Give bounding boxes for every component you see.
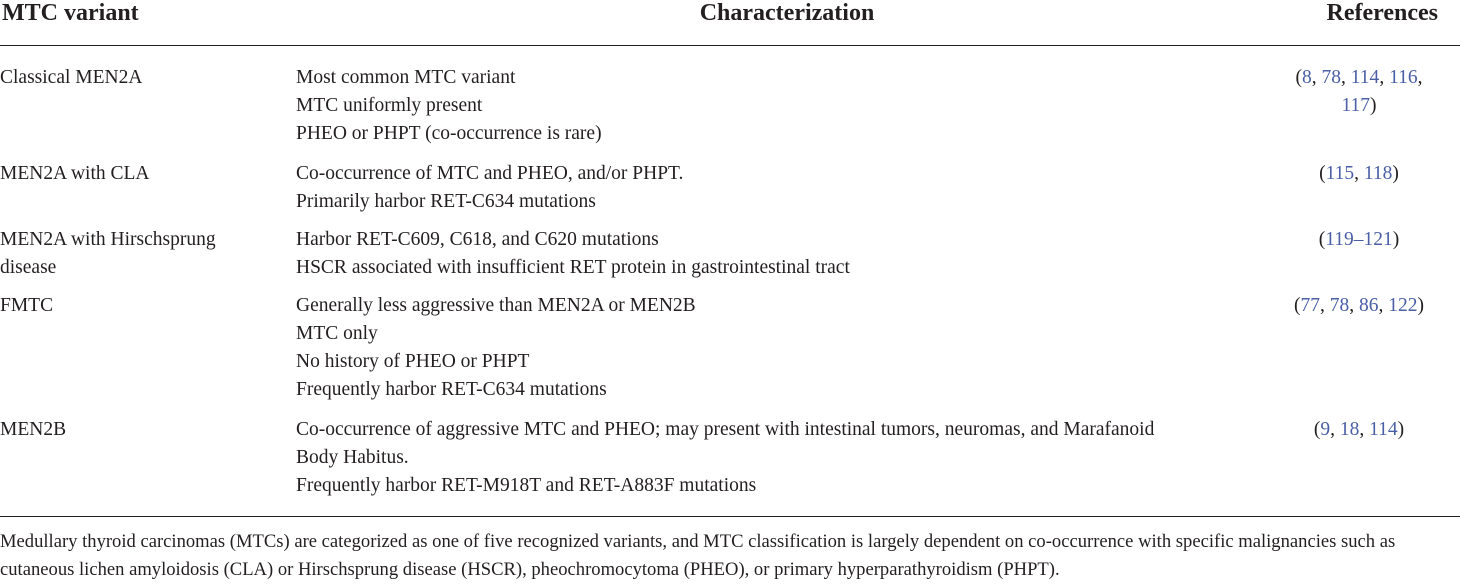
reference-link[interactable]: 18 <box>1339 419 1360 440</box>
reference-link[interactable]: 116 <box>1389 67 1418 88</box>
reference-link[interactable]: 78 <box>1321 67 1342 88</box>
cell-mtc-variant <box>0 64 280 92</box>
references-line: (115, 118) <box>1319 163 1399 184</box>
characterization-line: Harbor RET-C609, C618, and C620 mutations <box>296 229 659 250</box>
characterization-line: Most common MTC variant <box>296 67 516 88</box>
header-rule <box>0 45 1460 46</box>
header-characterization: Characterization <box>699 0 875 26</box>
characterization-line: MTC uniformly present <box>296 95 483 116</box>
characterization-line: PHEO or PHPT (co-occurrence is rare) <box>296 123 602 144</box>
cell-references <box>1270 160 1448 188</box>
reference-link[interactable]: 8 <box>1302 67 1312 88</box>
cell-references <box>1270 226 1448 254</box>
reference-link[interactable]: 9 <box>1320 419 1331 440</box>
characterization-line: No history of PHEO or PHPT <box>296 351 530 372</box>
reference-link[interactable]: 77 <box>1300 295 1320 316</box>
reference-link[interactable]: 86 <box>1359 295 1379 316</box>
cell-characterization <box>296 226 1256 282</box>
variant-text: Classical MEN2A <box>0 67 143 88</box>
characterization-line: HSCR associated with insufficient RET protein in gastrointestinal tract <box>296 257 850 278</box>
reference-link[interactable]: 117 <box>1341 95 1371 116</box>
table-footnote: Medullary thyroid carcinomas (MTCs) are categorized as one of five recognized variants, and MTC classification is largely dependent on co-occurrence with specific malignancies such as cutaneous lichen amyloidosis (CLA) or Hirschsprung disease (HSCR), pheochromocytoma (PHEO), or primary hyperparathyroidism (PHPT). <box>0 531 1396 580</box>
reference-link[interactable]: 118 <box>1363 163 1393 184</box>
characterization-line: Body Habitus. <box>296 447 409 468</box>
header-mtc-variant: MTC variant <box>2 0 139 26</box>
cell-references <box>1270 64 1448 120</box>
characterization-line: MTC only <box>296 323 378 344</box>
variant-text: FMTC <box>0 295 54 316</box>
cell-mtc-variant <box>0 160 280 188</box>
characterization-line: Frequently harbor RET-C634 mutations <box>296 379 607 400</box>
characterization-line: Co-occurrence of aggressive MTC and PHEO; may present with intestinal tumors, neuromas, and Marafanoid <box>296 419 1155 440</box>
cell-mtc-variant <box>0 416 280 444</box>
cell-characterization <box>296 292 1256 404</box>
variant-text: MEN2A with CLA <box>0 163 150 184</box>
references-line: (77, 78, 86, 122) <box>1294 295 1424 316</box>
characterization-line: Primarily harbor RET-C634 mutations <box>296 191 596 212</box>
variant-text: MEN2A with Hirschsprung <box>0 229 216 250</box>
variant-text: disease <box>0 257 57 278</box>
references-line: 117) <box>1341 95 1377 116</box>
table-bottom-rule <box>0 516 1460 517</box>
header-references: References <box>1326 0 1438 26</box>
cell-characterization <box>296 416 1256 500</box>
reference-link[interactable]: 115 <box>1325 163 1355 184</box>
variant-text: MEN2B <box>0 419 67 440</box>
references-line: (9, 18, 114) <box>1313 419 1405 440</box>
characterization-line: Frequently harbor RET-M918T and RET-A883F mutations <box>296 475 757 496</box>
cell-mtc-variant <box>0 226 280 282</box>
reference-link[interactable]: 122 <box>1388 295 1418 316</box>
cell-mtc-variant <box>0 292 280 320</box>
characterization-line: Generally less aggressive than MEN2A or MEN2B <box>296 295 696 316</box>
references-line: (8, 78, 114, 116, <box>1295 67 1423 88</box>
reference-link[interactable]: 114 <box>1369 419 1398 440</box>
reference-link[interactable]: 119–121 <box>1325 229 1393 250</box>
cell-characterization <box>296 160 1256 216</box>
cell-references <box>1270 416 1448 444</box>
cell-references <box>1270 292 1448 320</box>
cell-characterization <box>296 64 1256 148</box>
references-line: (119–121) <box>1318 229 1400 250</box>
reference-link[interactable]: 114 <box>1350 67 1380 88</box>
characterization-line: Co-occurrence of MTC and PHEO, and/or PHPT. <box>296 163 684 184</box>
reference-link[interactable]: 78 <box>1329 295 1350 316</box>
